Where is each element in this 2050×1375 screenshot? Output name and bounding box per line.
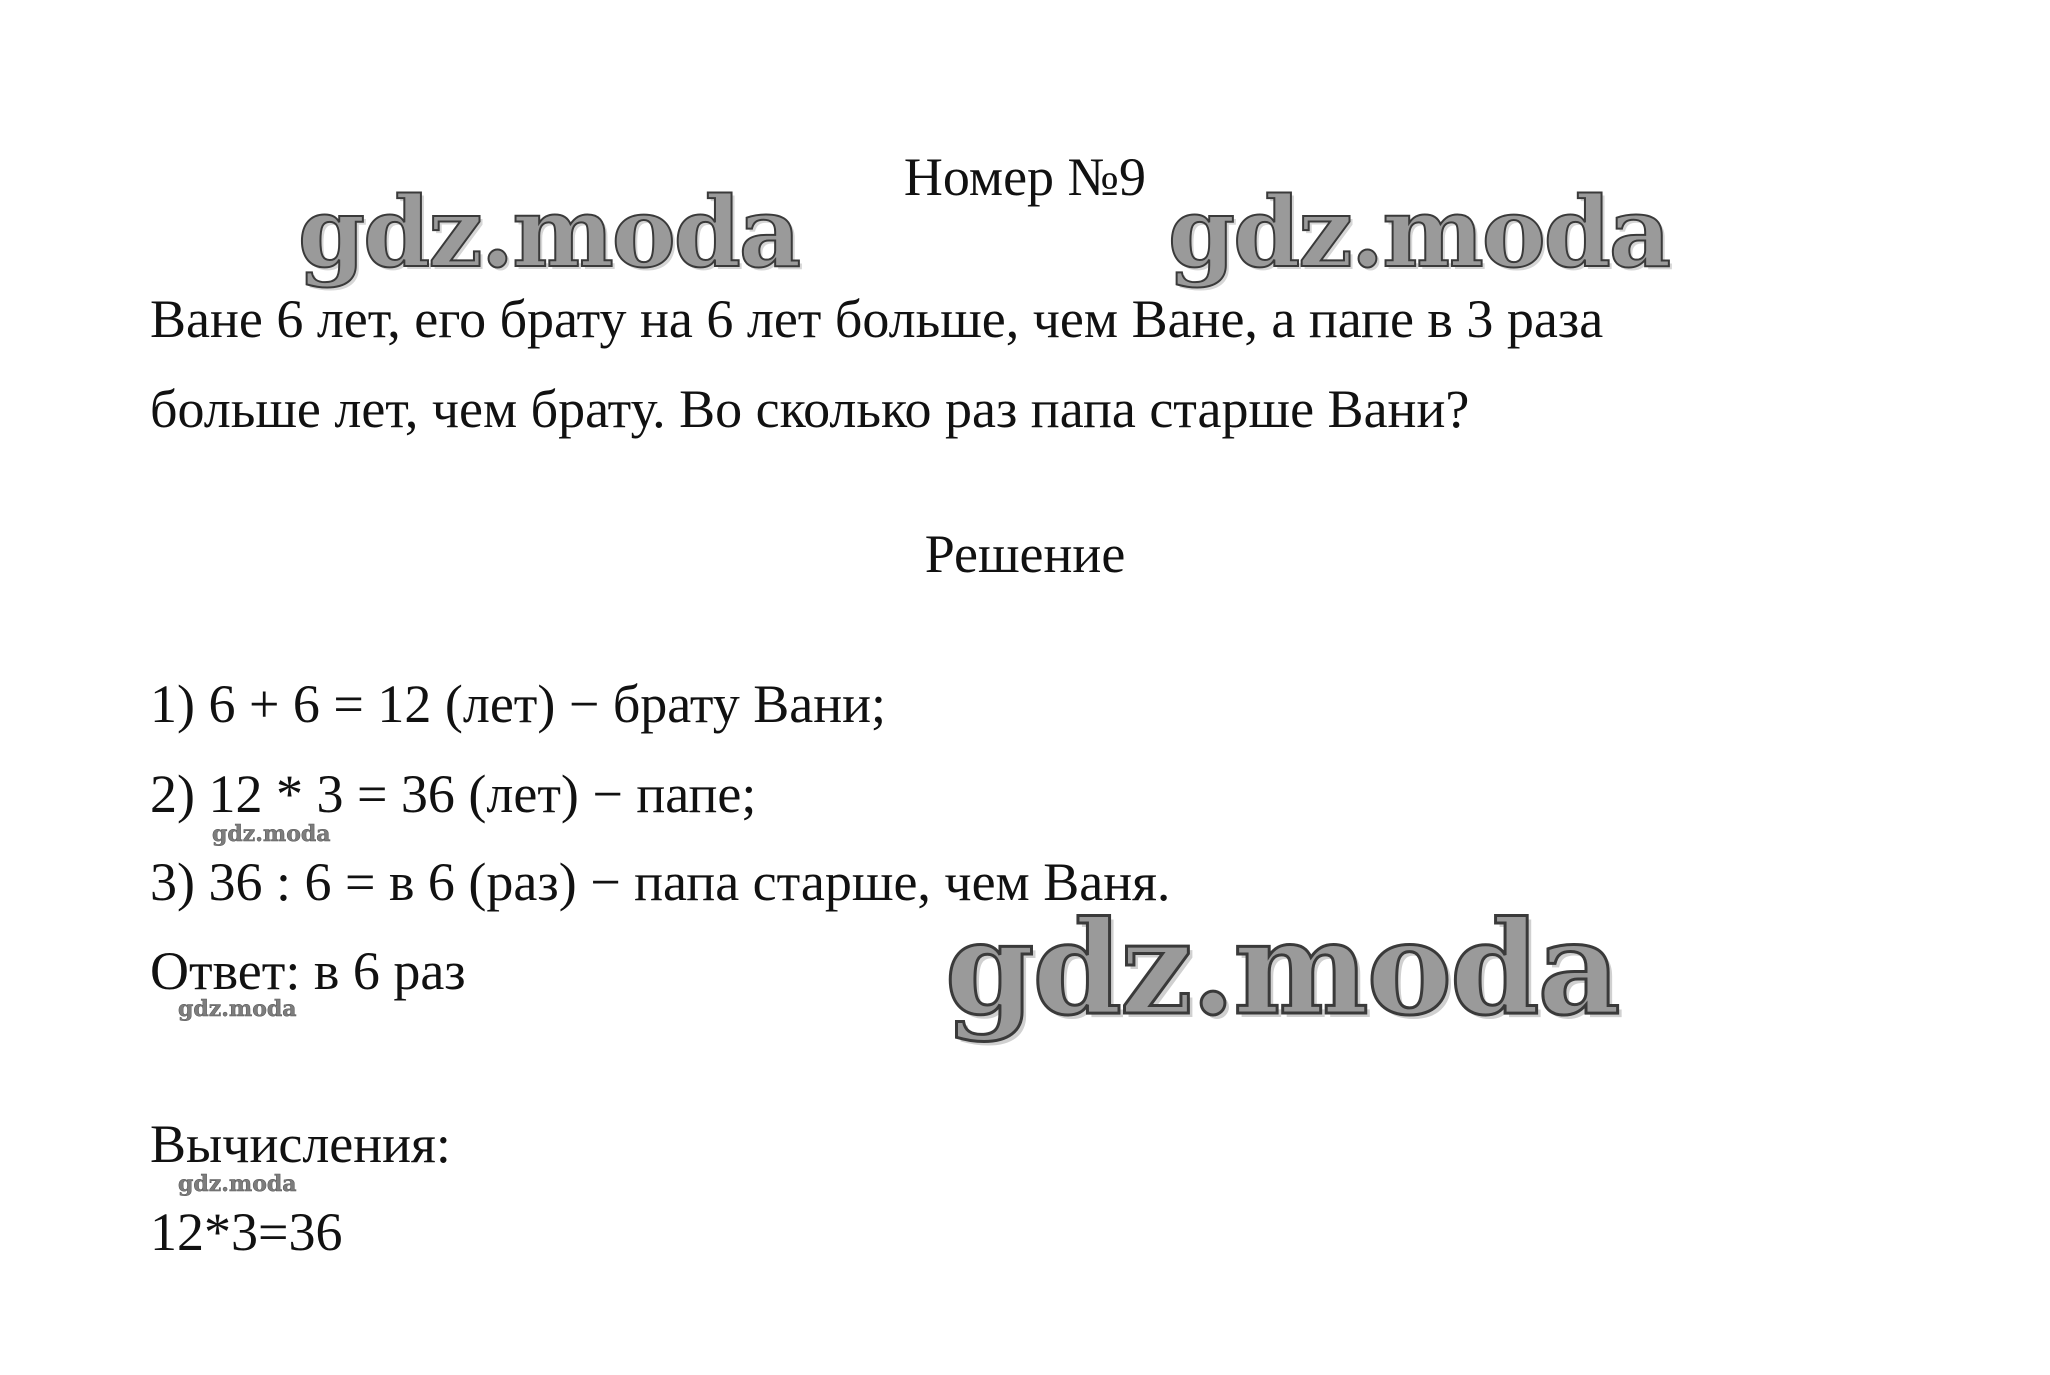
watermark-logo: gdz.moda [212,821,331,847]
solution-step-2: 2) 12 * 3 = 36 (лет) − папе; [150,764,757,824]
problem-line-1: Ване 6 лет, его брату на 6 лет больше, чем Ване, а папе в 3 раза [150,289,1604,349]
watermark-logo: gdz.moda [178,1171,297,1197]
problem-line-2: больше лет, чем брату. Во сколько раз папа старше Вани? [150,379,1470,439]
solution-step-1: 1) 6 + 6 = 12 (лет) − брату Вани; [150,674,887,734]
solution-heading: Решение [924,524,1126,584]
page-title: Номер №9 [903,147,1147,207]
watermark-logo: gdz.moda [945,894,1619,1044]
calculation-line: 12*3=36 [150,1202,343,1262]
watermark-logo: gdz.moda [1168,176,1670,289]
answer-line: Ответ: в 6 раз [150,941,466,1001]
watermark-logo: gdz.moda [298,176,800,289]
watermark-logo: gdz.moda [178,996,297,1022]
solution-step-3: 3) 36 : 6 = в 6 (раз) − папа старше, чем Ваня. [150,852,1171,912]
calculations-heading: Вычисления: [150,1114,451,1174]
